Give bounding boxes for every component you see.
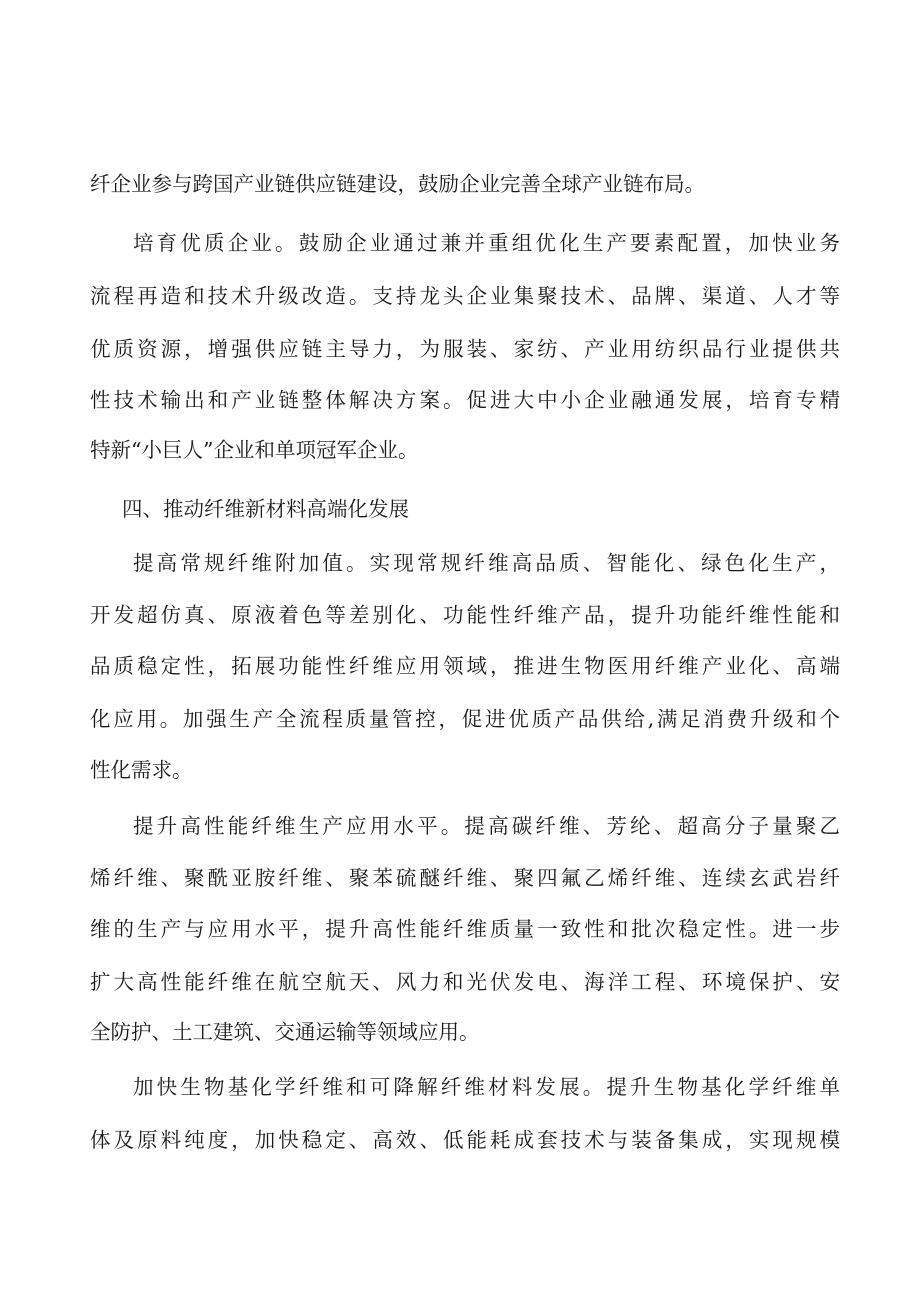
paragraph-line: 化应用。加强生产全流程质量管控，促进优质产品供给,满足消费升级和个 [90,707,840,731]
section-heading: 四、推动纤维新材料高端化发展 [122,497,409,521]
paragraph-line: 性技术输出和产业链整体解决方案。促进大中小企业融通发展，培育专精 [90,388,840,412]
paragraph-line: 体及原料纯度，加快稳定、高效、低能耗成套技术与装备集成，实现规模 [90,1128,840,1152]
paragraph-line: 性化需求。 [90,758,193,782]
paragraph-line: 全防护、土工建筑、交通运输等领域应用。 [90,1020,480,1044]
paragraph-line: 提高常规纤维附加值。实现常规纤维高品质、智能化、绿色化生产， [133,551,840,575]
paragraph-line: 加快生物基化学纤维和可降解纤维材料发展。提升生物基化学纤维单 [133,1075,840,1099]
paragraph-line: 纤企业参与跨国产业链供应链建设，鼓励企业完善全球产业链布局。 [90,172,705,196]
paragraph-line: 培育优质企业。鼓励企业通过兼并重组优化生产要素配置，加快业务 [133,231,840,255]
paragraph-line: 流程再造和技术升级改造。支持龙头企业集聚技术、品牌、渠道、人才等 [90,284,840,308]
paragraph-line: 提升高性能纤维生产应用水平。提高碳纤维、芳纶、超高分子量聚乙 [133,814,840,838]
paragraph-line: 开发超仿真、原液着色等差别化、功能性纤维产品，提升功能纤维性能和 [90,603,840,627]
paragraph-line: 优质资源，增强供应链主导力，为服装、家纺、产业用纺织品行业提供共 [90,337,840,361]
paragraph-line: 维的生产与应用水平，提升高性能纤维质量一致性和批次稳定性。进一步 [90,917,840,941]
paragraph-line: 烯纤维、聚酰亚胺纤维、聚苯硫醚纤维、聚四氟乙烯纤维、连续玄武岩纤 [90,866,840,890]
paragraph-line: 品质稳定性，拓展功能性纤维应用领域，推进生物医用纤维产业化、高端 [90,654,840,678]
paragraph-line: 扩大高性能纤维在航空航天、风力和光伏发电、海洋工程、环境保护、安 [90,970,840,994]
paragraph-line: 特新“小巨人”企业和单项冠军企业。 [90,438,419,462]
